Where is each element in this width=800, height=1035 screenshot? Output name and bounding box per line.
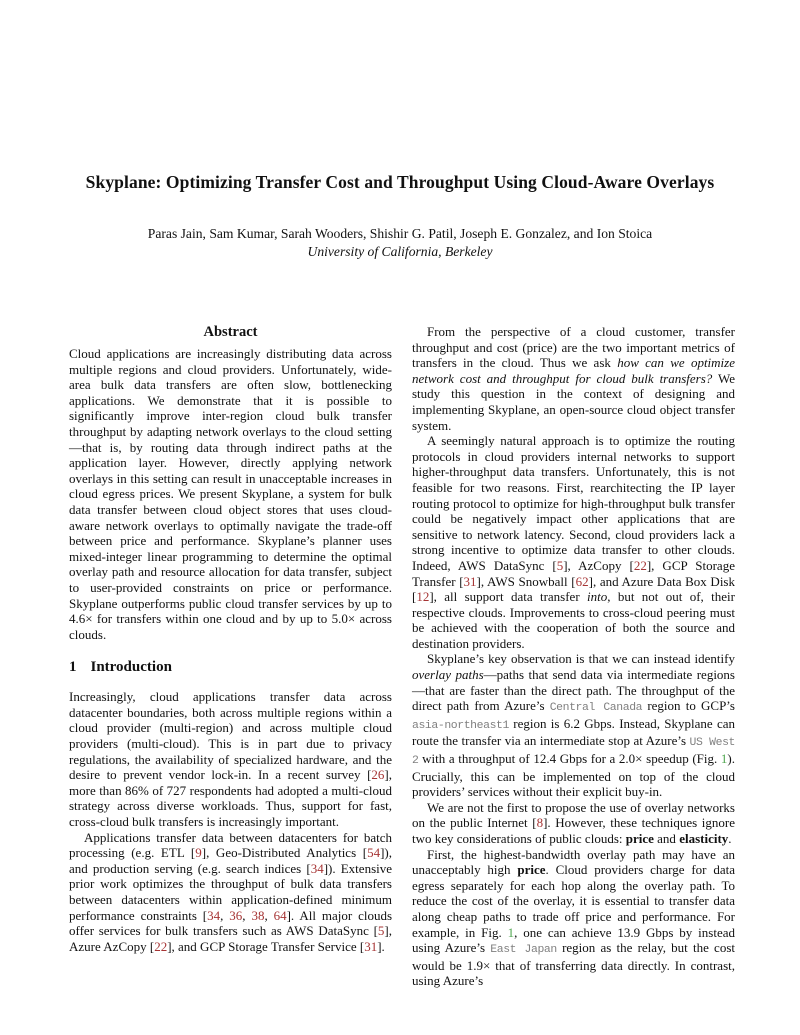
text-segment: ], more than 86% of 727 respondents had adopted a multi-cloud strategy across diverse workloads. Thus, support for fast, cross-cloud bulk transfers is increasingly important. bbox=[69, 767, 392, 830]
text-segment: ]. bbox=[377, 938, 385, 954]
text-segment: Skyplane’s key observation is that we can instead identify bbox=[427, 651, 735, 667]
authors-line: Paras Jain, Sam Kumar, Sarah Wooders, Shishir G. Patil, Joseph E. Gonzalez, and Ion Stoica bbox=[147, 226, 653, 241]
figure-ref-link[interactable]: 1 bbox=[720, 751, 728, 767]
code-region-name: Central Canada bbox=[549, 701, 643, 715]
abstract-paragraph bbox=[69, 346, 392, 642]
text-segment: We study this question in the context of designing and implementing Skyplane, an open-source cloud object transfer system. bbox=[412, 370, 735, 433]
text-segment: with a throughput of 12.4 Gbps for a 2.0× speedup (Fig. bbox=[418, 751, 721, 767]
italic-text: overlay paths bbox=[412, 667, 484, 683]
text-segment: From the perspective of a cloud customer, transfer throughput and cost (price) are the two important metrics of transfers in the cloud. Thus we ask bbox=[412, 324, 735, 371]
intro-paragraph-1 bbox=[69, 689, 392, 829]
text-segment: . bbox=[728, 831, 732, 846]
citation-link[interactable]: 34 bbox=[310, 860, 324, 876]
affiliation-line: University of California, Berkeley bbox=[307, 244, 493, 259]
citation-link[interactable]: 64 bbox=[273, 907, 287, 923]
text-segment: ], AzCopy [ bbox=[563, 557, 634, 573]
citation-link[interactable]: 8 bbox=[536, 815, 544, 831]
code-region-name: East Japan bbox=[490, 943, 557, 957]
text-segment: region is 6.2 Gbps. Instead, Skyplane can route the transfer via an intermediate stop at Azure’s bbox=[412, 715, 735, 749]
citation-link[interactable]: 12 bbox=[416, 589, 430, 605]
text-segment: , bbox=[242, 907, 252, 923]
text-segment: First, the highest-bandwidth overlay path may have an unacceptably high bbox=[412, 846, 735, 878]
text-segment: Cloud applications are increasingly distributing data across multiple regions and cloud providers. Unfortunately, wide-area bulk data transfers are often slow, bottlenecking applications. We demonstrate that it is possible to significantly improve inter-region cloud bulk transfer throughput by adapting network overlays to the cloud setting—that is, by routing data through indirect paths at the application layer. However, directly applying network overlays in this setting can result in unacceptable increases in cloud egress prices. We present Skyplane, a system for bulk data transfer between cloud object stores that uses cloud-aware network overlays to optimally navigate the trade-off between price and performance. Skyplane’s planner uses mixed-integer linear programming to determine the optimal overlay path and resource allocation for data transfer, subject to user-provided constraints on price or performance. Skyplane outperforms public cloud transfer services by up to 4.6× for transfers within one cloud and by up to 5.0× across clouds. bbox=[69, 346, 392, 642]
code-region-name: US West 2 bbox=[412, 736, 735, 768]
bold-text: price bbox=[625, 831, 654, 846]
text-segment: ], all support data transfer bbox=[429, 589, 588, 605]
text-segment: Increasingly, cloud applications transfer data across datacenter boundaries, both across multiple regions within a cloud provider (multi-region) and across multiple cloud providers (multi-cloud). This is in part due to privacy regulations, the availability of specialized hardware, and the desire to prevent vendor lock-in. In a recent survey [ bbox=[69, 689, 392, 783]
text-segment: . Cloud providers charge for data egress separately for each hop along the overlay path. To reduce the cost of the overlay, it is essential to transfer data along cheap paths to trade off price and performance. For example, in Fig. bbox=[412, 862, 735, 940]
intro-paragraph-6 bbox=[412, 800, 735, 847]
text-segment: ]. All major clouds offer services for bulk transfers such as AWS DataSync [ bbox=[69, 907, 393, 939]
paper-title: Skyplane: Optimizing Transfer Cost and Throughput Using Cloud-Aware Overlays bbox=[85, 172, 715, 192]
text-segment: —paths that send data via intermediate regions—that are faster than the direct path. The throughput of the direct path from Azure’s bbox=[412, 667, 735, 714]
text-segment: ], Geo-Distributed Analytics [ bbox=[201, 845, 368, 861]
left-column bbox=[69, 324, 392, 954]
text-segment: ], Azure AzCopy [ bbox=[69, 923, 392, 954]
text-segment: ], and GCP Storage Transfer Service [ bbox=[167, 938, 365, 954]
citation-link[interactable]: 26 bbox=[371, 767, 385, 783]
text-segment: We are not the first to propose the use of overlay networks on the public Internet [ bbox=[412, 799, 735, 831]
citation-link[interactable]: 34 bbox=[207, 907, 221, 923]
text-segment: and bbox=[653, 831, 680, 846]
bold-text: price bbox=[517, 862, 546, 878]
text-segment: , bbox=[220, 907, 230, 923]
citation-link[interactable]: 22 bbox=[154, 938, 168, 954]
text-segment: ]), and production serving (e.g. search indices [ bbox=[69, 845, 393, 876]
text-segment: Applications transfer data between datacenters for batch processing (e.g. ETL [ bbox=[69, 829, 392, 861]
text-segment: ]. However, these techniques ignore two key considerations of public clouds: bbox=[412, 815, 735, 846]
italic-text: how can we optimize network cost and throughput for cloud bulk transfers? bbox=[412, 355, 735, 386]
text-segment: , bbox=[264, 907, 274, 923]
section-number: 1 bbox=[69, 659, 77, 676]
intro-paragraph-4 bbox=[412, 433, 735, 651]
citation-link[interactable]: 22 bbox=[633, 557, 647, 573]
text-segment: ], AWS Snowball [ bbox=[476, 573, 576, 589]
text-segment: ], GCP Storage Transfer [ bbox=[412, 557, 735, 589]
code-region-name: asia-northeast1 bbox=[412, 718, 509, 732]
section-heading-introduction bbox=[69, 659, 392, 676]
intro-paragraph-3 bbox=[412, 324, 735, 433]
figure-ref-link[interactable]: 1 bbox=[507, 924, 515, 940]
citation-link[interactable]: 62 bbox=[575, 573, 589, 589]
text-segment: ]). Extensive prior work optimizes the throughput of bulk data transfers between datacenters within application-defined minimum performance constraints [ bbox=[69, 860, 393, 923]
text-segment: region to GCP’s bbox=[642, 698, 735, 714]
citation-link[interactable]: 31 bbox=[463, 573, 477, 589]
citation-link[interactable]: 54 bbox=[367, 845, 381, 861]
citation-link[interactable]: 36 bbox=[229, 907, 243, 923]
italic-text: into bbox=[587, 589, 608, 605]
text-segment: , but not out of, their respective clouds. Improvements to cross-cloud peering must be achieved with the cooperation of both the source and destination providers. bbox=[412, 589, 735, 651]
section-title: Introduction bbox=[90, 659, 172, 676]
intro-paragraph-5 bbox=[412, 651, 735, 799]
intro-paragraph-2 bbox=[69, 830, 392, 955]
citation-link[interactable]: 9 bbox=[195, 845, 202, 861]
text-segment: ). Crucially, this can be implemented on top of the cloud providers’ services without their explicit buy-in. bbox=[412, 751, 735, 800]
citation-link[interactable]: 38 bbox=[251, 907, 265, 923]
text-segment: region as the relay, but the cost would be 1.9× that of transferring data directly. In contrast, using Azure’s bbox=[412, 940, 735, 989]
text-segment: ], and Azure Data Box Disk [ bbox=[412, 573, 735, 605]
intro-paragraph-7 bbox=[412, 847, 735, 989]
citation-link[interactable]: 5 bbox=[377, 923, 385, 939]
abstract-heading: Abstract bbox=[203, 324, 258, 340]
right-column bbox=[412, 324, 735, 989]
citation-link[interactable]: 31 bbox=[364, 938, 378, 954]
bold-text: elasticity bbox=[679, 831, 729, 846]
text-segment: A seemingly natural approach is to optimize the routing protocols in cloud providers internal networks to support higher-throughput data transfers. Unfortunately, this is not feasible for two reasons. First, rearchitecting the IP layer routing protocol to optimize for high-throughput bulk transfer could be negatively impact other applications that are sensitive to network latency. Second, cloud providers lack a strong incentive to optimize data transfer to other clouds. Indeed, AWS DataSync [ bbox=[412, 433, 735, 573]
citation-link[interactable]: 5 bbox=[556, 557, 564, 573]
text-segment: , one can achieve 13.9 Gbps by instead using Azure’s bbox=[412, 924, 735, 956]
